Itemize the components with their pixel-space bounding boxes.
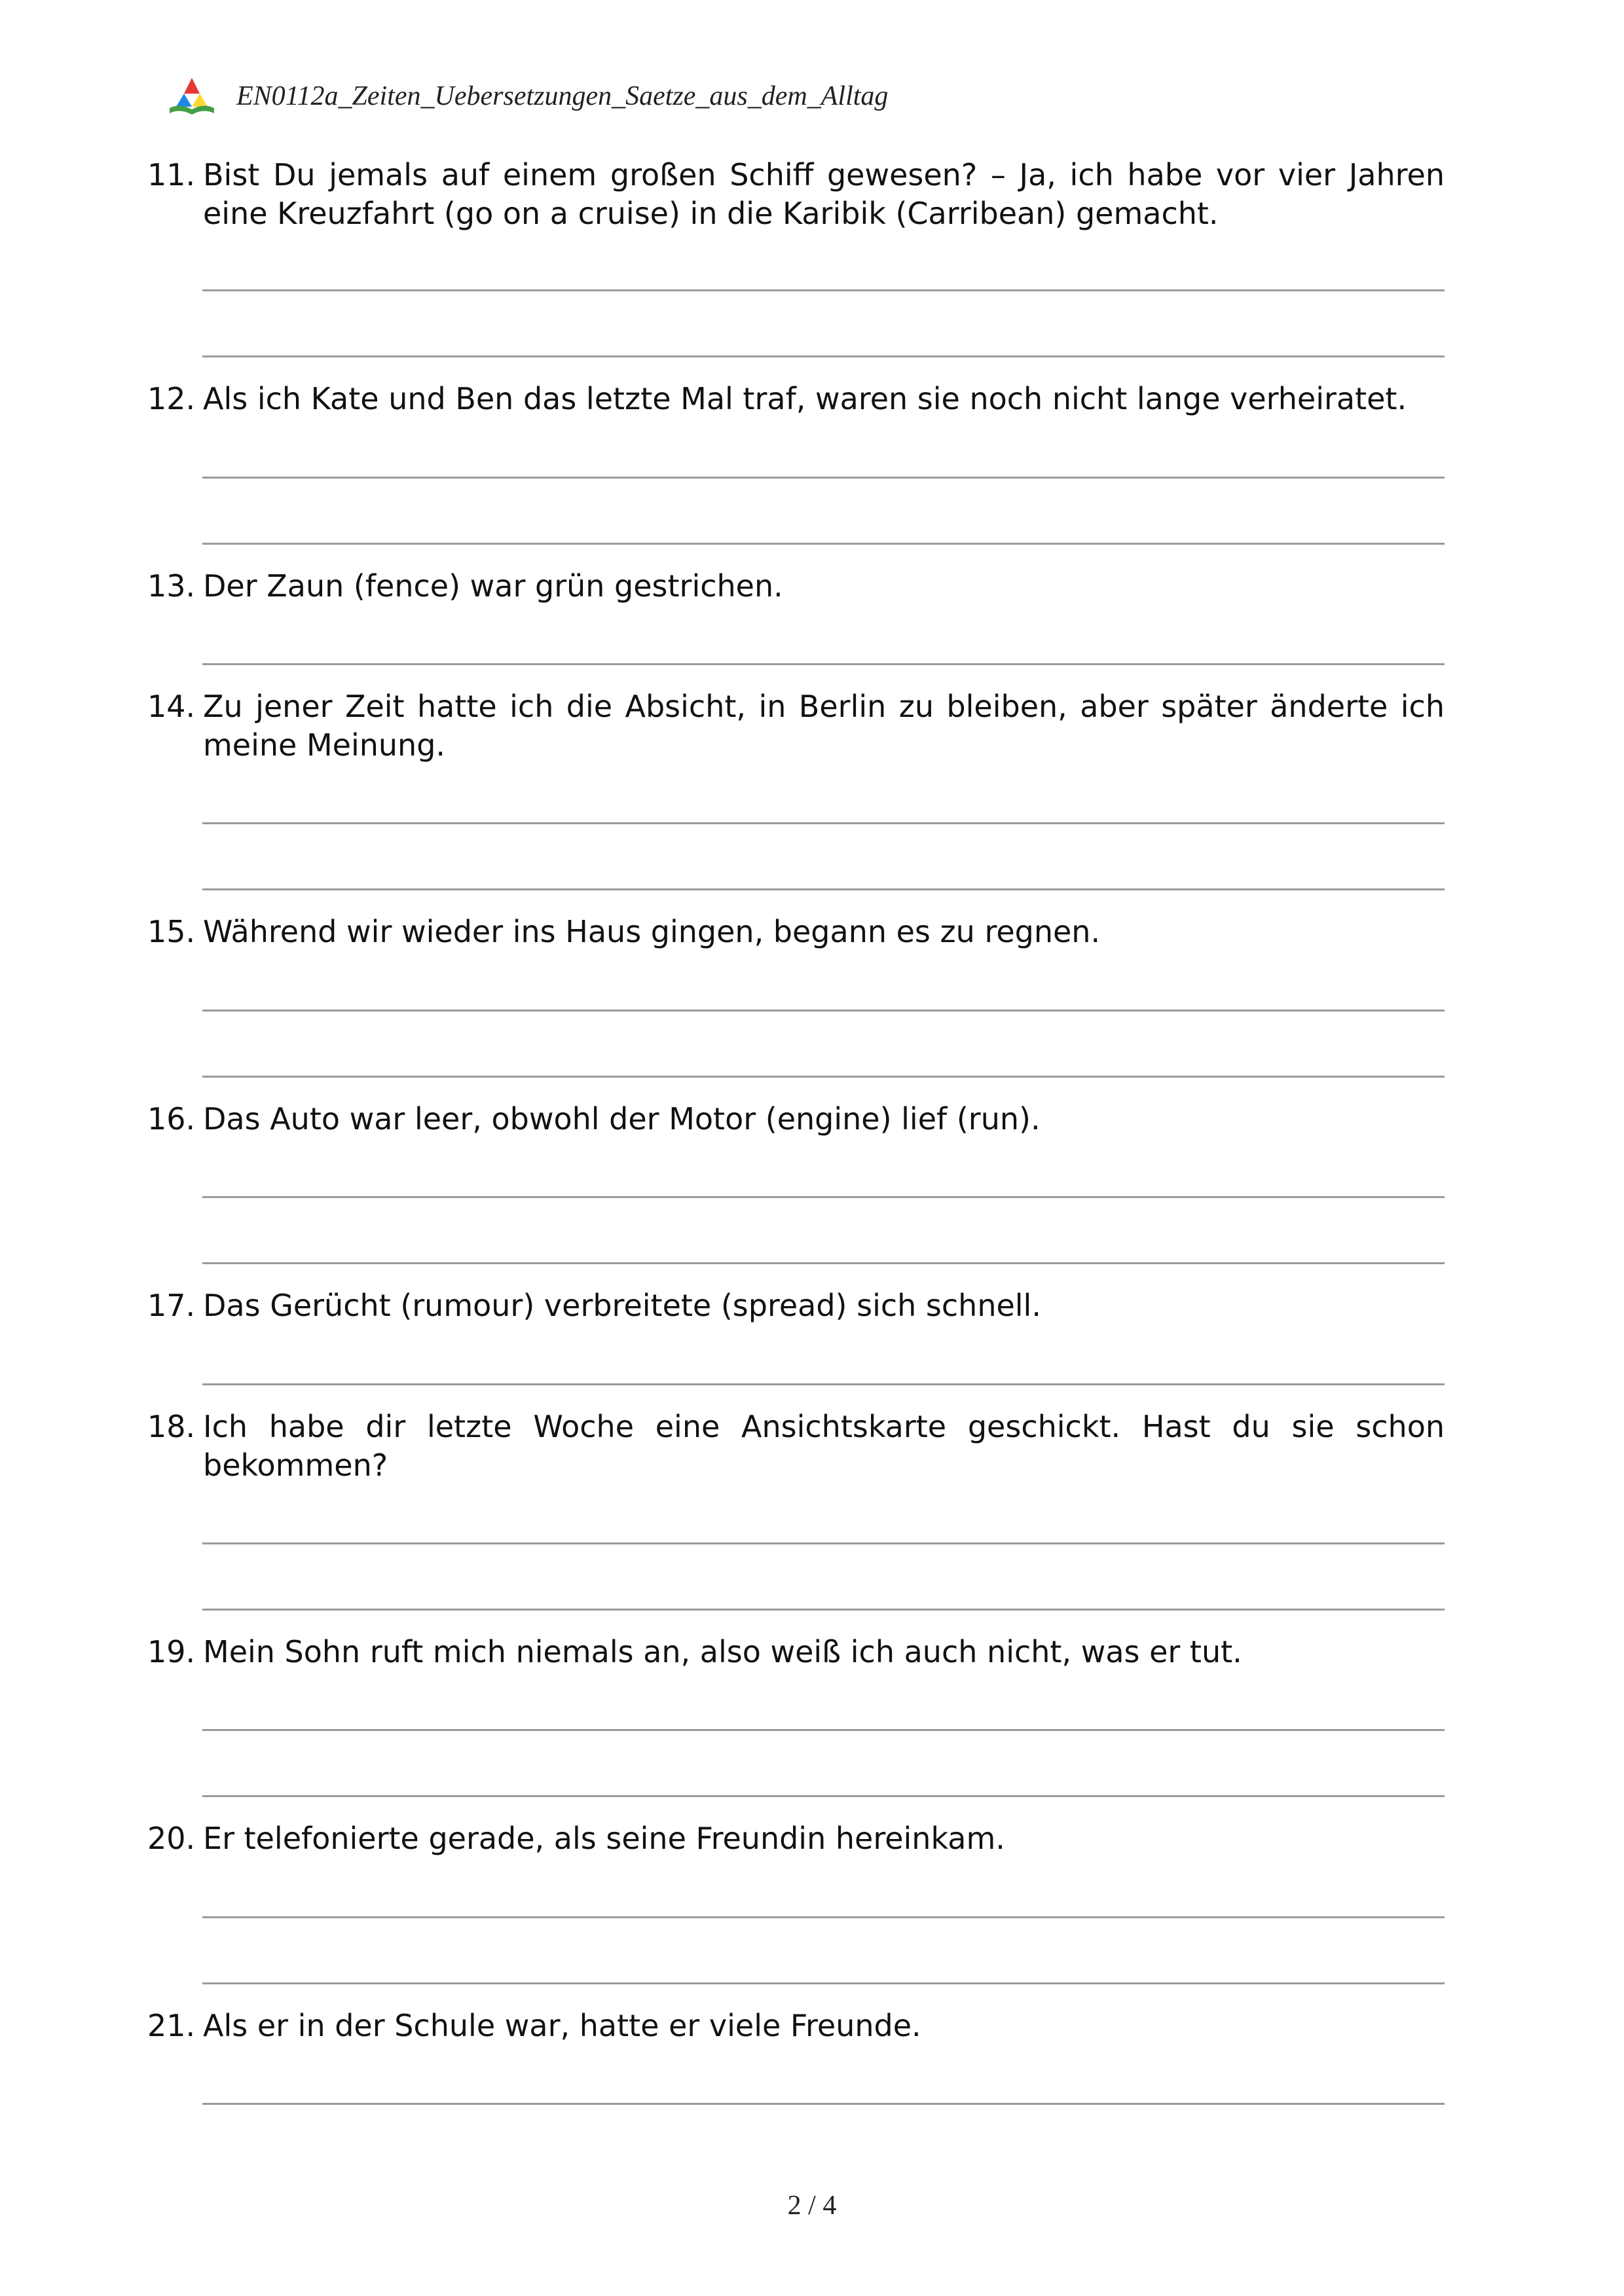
item-text: Das Gerücht (rumour) verbreitete (spread) sich schnell. (203, 1288, 1041, 1323)
answer-line[interactable] (202, 1262, 1445, 1264)
page-header (167, 73, 888, 119)
exercise-item-19 (147, 1633, 1445, 1671)
exercise-item-11 (147, 156, 1445, 233)
item-text: Zu jener Zeit hatte ich die Absicht, in Berlin zu bleiben, aber später änderte ich meine Meinung. (203, 689, 1445, 763)
exercise-item-20 (147, 1819, 1445, 1858)
item-text: Während wir wieder ins Haus gingen, begann es zu regnen. (203, 914, 1101, 949)
item-number: 18. (147, 1409, 196, 1444)
item-number: 13. (147, 568, 196, 604)
answer-line[interactable] (202, 1076, 1445, 1078)
exercise-item-14 (147, 687, 1445, 765)
answer-line[interactable] (202, 543, 1445, 545)
item-text: Er telefonierte gerade, als seine Freundin hereinkam. (203, 1821, 1005, 1856)
answer-line[interactable] (202, 1542, 1445, 1544)
exercise-item-18 (147, 1408, 1445, 1485)
answer-line[interactable] (202, 1383, 1445, 1385)
item-number: 14. (147, 689, 196, 724)
item-text: Ich habe dir letzte Woche eine Ansichtskarte geschickt. Hast du sie schon bekommen? (203, 1409, 1445, 1483)
page-number: 2 / 4 (787, 2191, 837, 2221)
item-number: 19. (147, 1634, 196, 1669)
answer-line[interactable] (202, 1010, 1445, 1011)
item-number: 15. (147, 914, 196, 949)
exercise-item-12 (147, 380, 1445, 418)
document-title: EN0112a_Zeiten_Uebersetzungen_Saetze_aus_dem_Alltag (236, 81, 889, 111)
answer-line[interactable] (202, 355, 1445, 357)
item-number: 21. (147, 2008, 196, 2043)
item-number: 12. (147, 381, 196, 416)
exercise-item-16 (147, 1100, 1445, 1139)
item-number: 20. (147, 1821, 196, 1856)
book-logo-icon (167, 77, 217, 116)
answer-line[interactable] (202, 1795, 1445, 1797)
exercise-item-13 (147, 567, 1445, 606)
item-text: Als er in der Schule war, hatte er viele Freunde. (203, 2008, 921, 2043)
item-text: Das Auto war leer, obwohl der Motor (engine) lief (run). (203, 1101, 1041, 1137)
item-text: Mein Sohn ruft mich niemals an, also weiß ich auch nicht, was er tut. (203, 1634, 1242, 1669)
exercise-item-17 (147, 1286, 1445, 1325)
answer-line[interactable] (202, 1196, 1445, 1198)
answer-line[interactable] (202, 2103, 1445, 2105)
answer-line[interactable] (202, 822, 1445, 824)
answer-line[interactable] (202, 477, 1445, 479)
item-text: Als ich Kate und Ben das letzte Mal traf, waren sie noch nicht lange verheiratet. (203, 381, 1407, 416)
answer-line[interactable] (202, 1916, 1445, 1918)
exercise-item-15 (147, 913, 1445, 951)
answer-line[interactable] (202, 1982, 1445, 1984)
answer-line[interactable] (202, 663, 1445, 665)
answer-line[interactable] (202, 289, 1445, 291)
answer-line[interactable] (202, 1729, 1445, 1731)
item-text: Bist Du jemals auf einem großen Schiff gewesen? – Ja, ich habe vor vier Jahren eine Kreuzfahrt (go on a cruise) in die Karibik (Carribean) gemacht. (203, 157, 1445, 231)
item-number: 17. (147, 1288, 196, 1323)
item-text: Der Zaun (fence) war grün gestrichen. (203, 568, 783, 604)
answer-line[interactable] (202, 888, 1445, 890)
item-number: 16. (147, 1101, 196, 1137)
answer-line[interactable] (202, 1609, 1445, 1611)
exercise-item-21 (147, 2007, 1445, 2045)
item-number: 11. (147, 157, 196, 192)
